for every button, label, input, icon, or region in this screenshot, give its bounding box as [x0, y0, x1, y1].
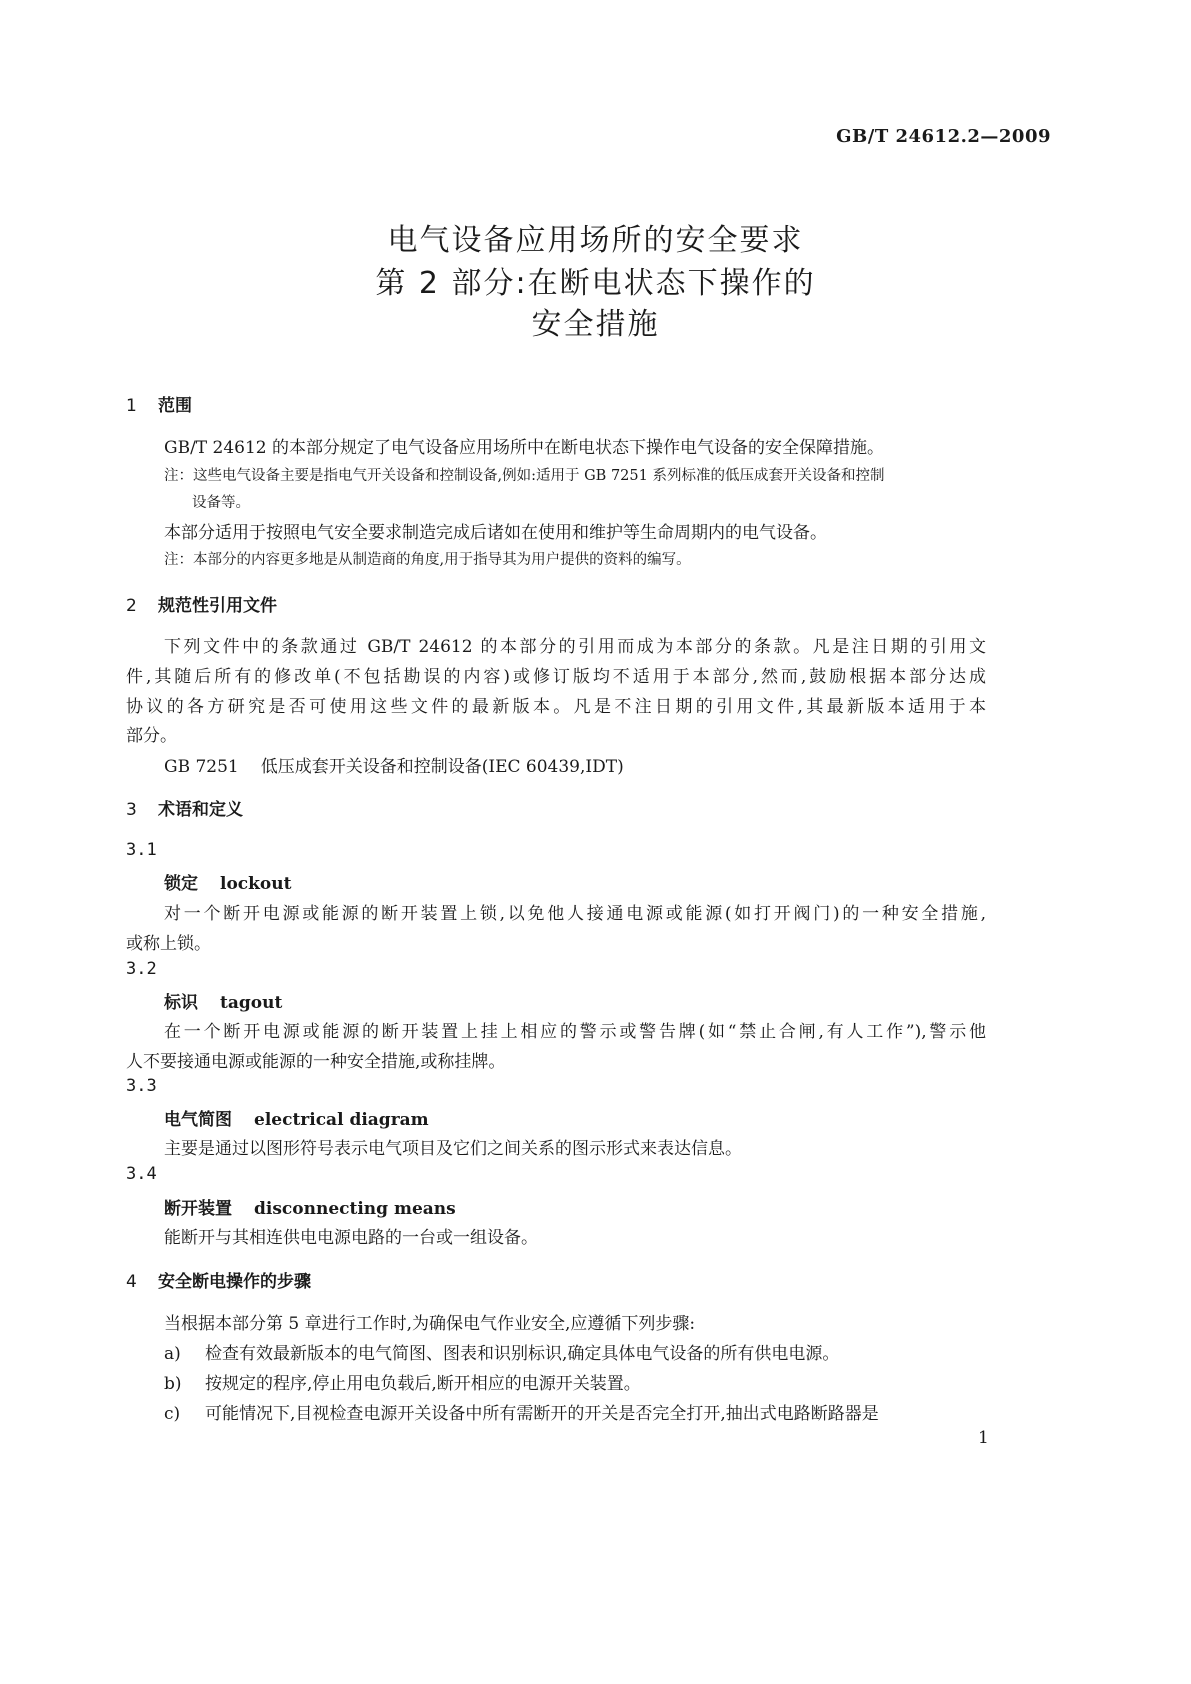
term-chinese: 断开装置 — [164, 1199, 232, 1219]
reference-title: 低压成套开关设备和控制设备(IEC 60439,IDT) — [260, 757, 624, 777]
section-number: 4 — [126, 1272, 137, 1292]
section-number: 2 — [126, 596, 137, 616]
document-title-line-3: 安全措施 — [531, 307, 660, 342]
normative-line-1: 下列文件中的条款通过 GB/T 24612 的本部分的引用而成为本部分的条款。凡是注日期的引用文 — [164, 637, 986, 657]
section-number: 3 — [126, 800, 137, 820]
section-title: 范围 — [158, 396, 192, 416]
term-definition-line-2: 或称上锁。 — [126, 934, 211, 954]
term-definition-line-1: 主要是通过以图形符号表示电气项目及它们之间关系的图示形式来表达信息。 — [164, 1139, 742, 1159]
term-number: 3.2 — [126, 959, 157, 979]
standard-number: GB/T 24612.2—2009 — [836, 126, 1051, 147]
list-item-letter: b) — [164, 1374, 182, 1394]
list-item-letter: a) — [164, 1344, 181, 1364]
term-heading — [164, 1194, 456, 1219]
steps-intro: 当根据本部分第 5 章进行工作时,为确保电气作业安全,应遵循下列步骤: — [164, 1314, 696, 1334]
term-chinese: 电气简图 — [164, 1110, 232, 1130]
section-1-heading — [126, 391, 192, 416]
section-title: 安全断电操作的步骤 — [158, 1272, 311, 1292]
normative-reference — [164, 752, 624, 777]
list-item — [164, 1339, 839, 1364]
term-heading — [164, 869, 291, 894]
section-number: 1 — [126, 396, 137, 416]
scope-note-2: 注：本部分的内容更多地是从制造商的角度,用于指导其为用户提供的资料的编写。 — [164, 552, 691, 568]
list-item-text: 检查有效最新版本的电气简图、图表和识别标识,确定具体电气设备的所有供电电源。 — [205, 1344, 840, 1364]
reference-code: GB 7251 — [164, 757, 239, 777]
term-heading — [164, 988, 282, 1013]
list-item-text: 按规定的程序,停止用电负载后,断开相应的电源开关装置。 — [205, 1374, 641, 1394]
term-number: 3.3 — [126, 1076, 157, 1096]
term-chinese: 标识 — [164, 993, 198, 1013]
scope-note-1-line-2: 设备等。 — [192, 495, 250, 511]
section-2-heading — [126, 591, 277, 616]
page-number: 1 — [978, 1428, 989, 1448]
list-item — [164, 1369, 641, 1394]
term-english: tagout — [220, 993, 283, 1013]
document-title-line-1: 电气设备应用场所的安全要求 — [387, 223, 804, 258]
term-number: 3.1 — [126, 840, 157, 860]
normative-line-3: 协议的各方研究是否可使用这些文件的最新版本。凡是不注日期的引用文件,其最新版本适用于本 — [126, 697, 986, 717]
scope-paragraph-1: GB/T 24612 的本部分规定了电气设备应用场所中在断电状态下操作电气设备的安全保障措施。 — [164, 438, 885, 458]
normative-line-4: 部分。 — [126, 726, 177, 746]
term-chinese: 锁定 — [164, 874, 198, 894]
section-title: 术语和定义 — [158, 800, 243, 820]
term-definition-line-1: 能断开与其相连供电电源电路的一台或一组设备。 — [164, 1228, 538, 1248]
scope-note-1-line-1: 注：这些电气设备主要是指电气开关设备和控制设备,例如:适用于 GB 7251 系列标准的低压成套开关设备和控制 — [164, 468, 885, 484]
term-definition-line-1: 对一个断开电源或能源的断开装置上锁,以免他人接通电源或能源(如打开阀门)的一种安全措施, — [164, 904, 986, 924]
term-heading — [164, 1105, 429, 1130]
section-title: 规范性引用文件 — [158, 596, 277, 616]
term-number: 3.4 — [126, 1164, 157, 1184]
list-item-letter: c) — [164, 1404, 181, 1424]
normative-line-2: 件,其随后所有的修改单(不包括勘误的内容)或修订版均不适用于本部分,然而,鼓励根据本部分达成 — [126, 667, 986, 687]
scope-paragraph-2: 本部分适用于按照电气安全要求制造完成后诸如在使用和维护等生命周期内的电气设备。 — [164, 523, 827, 543]
list-item-text: 可能情况下,目视检查电源开关设备中所有需断开的开关是否完全打开,抽出式电路断路器是 — [205, 1404, 879, 1424]
term-english: lockout — [220, 874, 292, 894]
section-4-heading — [126, 1267, 311, 1292]
term-english: disconnecting means — [254, 1199, 456, 1219]
section-3-heading — [126, 795, 243, 820]
term-definition-line-1: 在一个断开电源或能源的断开装置上挂上相应的警示或警告牌(如“禁止合闸,有人工作”),警示他 — [164, 1022, 986, 1042]
document-title-line-2: 第 2 部分:在断电状态下操作的 — [375, 266, 816, 301]
term-definition-line-2: 人不要接通电源或能源的一种安全措施,或称挂牌。 — [126, 1052, 506, 1072]
list-item — [164, 1399, 879, 1424]
term-english: electrical diagram — [254, 1110, 429, 1130]
